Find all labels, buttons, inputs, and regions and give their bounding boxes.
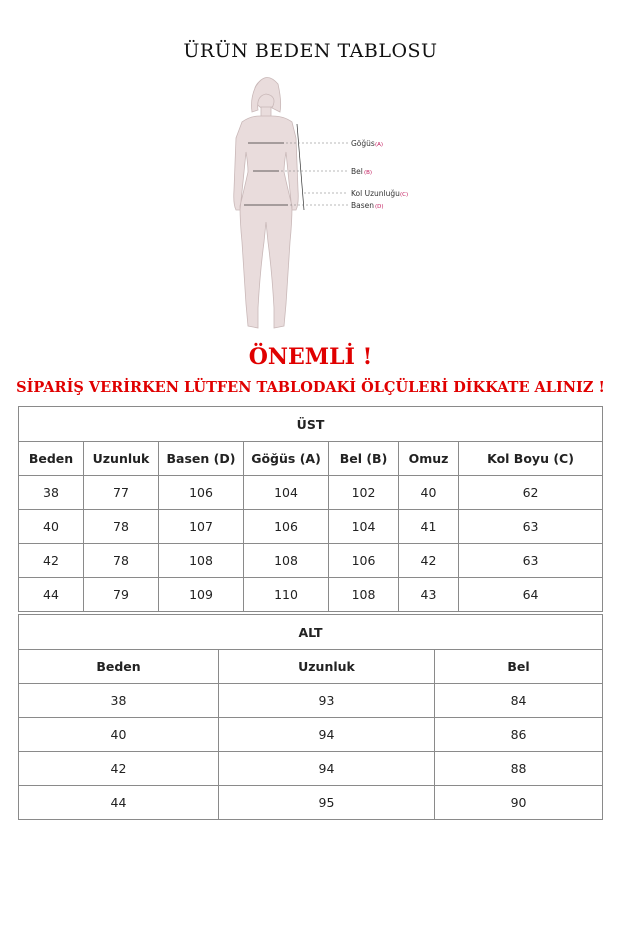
- table-cell: 40: [19, 510, 84, 544]
- table-cell: 44: [19, 578, 84, 612]
- table-cell: 40: [19, 718, 219, 752]
- table-row: [19, 476, 603, 510]
- table-row: [19, 684, 603, 718]
- measure-tag-basen: (D): [375, 204, 384, 210]
- column-header: Bel (B): [329, 442, 399, 476]
- order-notice: SİPARİŞ VERİRKEN LÜTFEN TABLODAKİ ÖLÇÜLERİ DİKKATE ALINIZ !: [16, 379, 605, 396]
- table-header-row: [19, 650, 603, 684]
- measure-label-gogus: Göğüs: [351, 139, 375, 148]
- table-cell: 40: [399, 476, 459, 510]
- table-cell: 38: [19, 476, 84, 510]
- page-title: ÜRÜN BEDEN TABLOSU: [183, 40, 438, 62]
- table-cell: 78: [84, 544, 159, 578]
- measure-tag-kol: (C): [400, 192, 409, 198]
- alt-size-table: [18, 614, 603, 820]
- table-cell: 110: [244, 578, 329, 612]
- column-header: Kol Boyu (C): [459, 442, 603, 476]
- table-cell: 102: [329, 476, 399, 510]
- table-cell: 84: [435, 684, 603, 718]
- table-cell: 104: [244, 476, 329, 510]
- table-cell: 64: [459, 578, 603, 612]
- column-header: Omuz: [399, 442, 459, 476]
- table-row: [19, 752, 603, 786]
- table-cell: 106: [159, 476, 244, 510]
- table-cell: 106: [329, 544, 399, 578]
- column-header: Beden: [19, 650, 219, 684]
- table-cell: 78: [84, 510, 159, 544]
- silhouette: [234, 77, 299, 328]
- measure-label-basen: Basen: [351, 201, 375, 210]
- table-cell: 104: [329, 510, 399, 544]
- table-cell: 42: [19, 544, 84, 578]
- table-cell: 88: [435, 752, 603, 786]
- table-cell: 41: [399, 510, 459, 544]
- table-cell: 79: [84, 578, 159, 612]
- column-header: Uzunluk: [219, 650, 435, 684]
- table-cell: 93: [219, 684, 435, 718]
- table-row: [19, 786, 603, 820]
- column-header: Basen (D): [159, 442, 244, 476]
- table-row: [19, 578, 603, 612]
- table-cell: 108: [244, 544, 329, 578]
- body-silhouette-figure: [200, 72, 420, 334]
- table-cell: 63: [459, 544, 603, 578]
- alt-table-title: ALT: [19, 615, 603, 650]
- table-title-row: [19, 615, 603, 650]
- ust-size-table: [18, 406, 603, 612]
- column-header: Göğüs (A): [244, 442, 329, 476]
- measure-tag-gogus: (A): [375, 142, 384, 148]
- column-header: Beden: [19, 442, 84, 476]
- table-cell: 38: [19, 684, 219, 718]
- table-cell: 95: [219, 786, 435, 820]
- table-header-row: [19, 442, 603, 476]
- size-diagram: [200, 72, 420, 334]
- table-cell: 94: [219, 752, 435, 786]
- column-header: Bel: [435, 650, 603, 684]
- table-cell: 42: [19, 752, 219, 786]
- table-cell: 44: [19, 786, 219, 820]
- table-cell: 43: [399, 578, 459, 612]
- table-title-row: [19, 407, 603, 442]
- table-cell: 108: [329, 578, 399, 612]
- table-cell: 86: [435, 718, 603, 752]
- important-heading: ÖNEMLİ !: [248, 344, 373, 370]
- column-header: Uzunluk: [84, 442, 159, 476]
- table-cell: 62: [459, 476, 603, 510]
- table-cell: 106: [244, 510, 329, 544]
- table-row: [19, 544, 603, 578]
- table-cell: 108: [159, 544, 244, 578]
- table-cell: 107: [159, 510, 244, 544]
- measure-label-kol: Kol Uzunluğu: [351, 189, 400, 198]
- table-cell: 63: [459, 510, 603, 544]
- table-cell: 77: [84, 476, 159, 510]
- table-cell: 42: [399, 544, 459, 578]
- table-cell: 109: [159, 578, 244, 612]
- measure-label-bel: Bel: [351, 167, 363, 176]
- table-cell: 90: [435, 786, 603, 820]
- ust-table-title: ÜST: [19, 407, 603, 442]
- table-row: [19, 510, 603, 544]
- table-row: [19, 718, 603, 752]
- measure-tag-bel: (B): [364, 170, 373, 176]
- table-cell: 94: [219, 718, 435, 752]
